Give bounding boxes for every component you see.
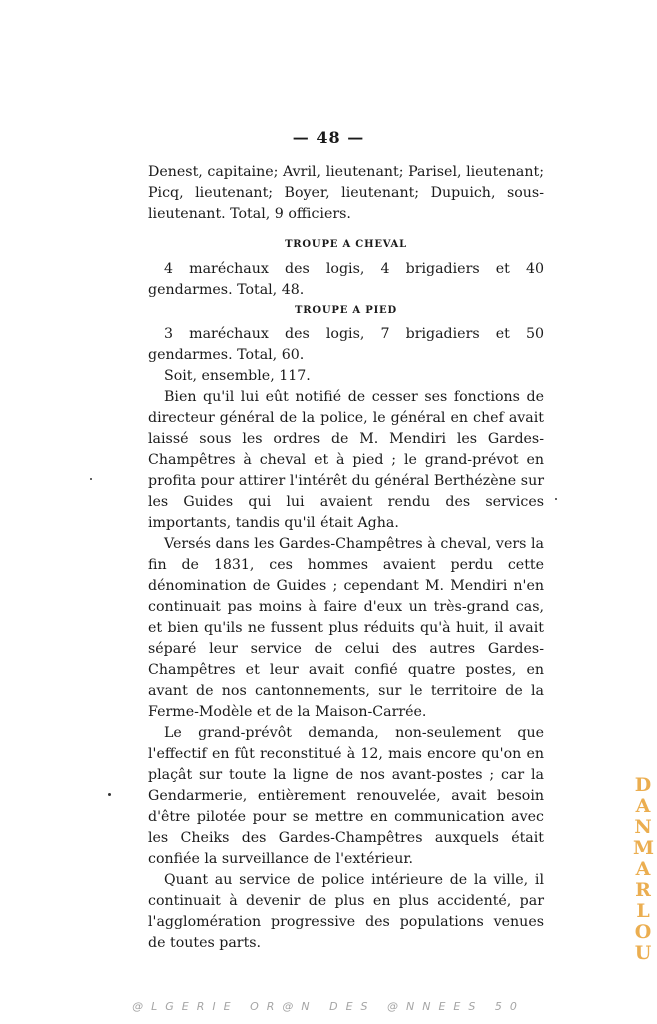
cheval-text: 4 maréchaux des logis, 4 brigadiers et 40 gendarmes. Total, 48.: [148, 261, 544, 298]
paragraph-2: Versés dans les Gardes-Champêtres à cheval, vers la fin de 1831, ces hommes avaient perdu cette dénomination de Guides ; cependant M. Mendiri n'en continuait pas moins à faire d'eux un très-grand cas, et bien qu'ils ne fussent plus réduits qu'à huit, il avait séparé leur service de celui des autres Gardes-Champêtres et leur avait confié quatre postes, en avant de nos cantonnements, sur le territoire de la Ferme-Modèle et de la Maison-Carrée.: [148, 536, 544, 720]
pied-summary: Soit, ensemble, 117.: [164, 368, 311, 384]
opening-paragraph: Denest, capitaine; Avril, lieutenant; Parisel, lieutenant; Picq, lieutenant; Boyer, lieutenant; Dupuich, sous-lieutenant. Total, 9 officiers.: [148, 164, 544, 222]
pied-block: [148, 324, 544, 954]
scan-speck: [555, 498, 557, 500]
opening-paragraph-block: [148, 162, 544, 225]
paragraph-3: Le grand-prévôt demanda, non-seulement que l'effectif en fût reconstitué à 12, mais encore qu'on en plaçât sur toute la ligne de nos avant-postes ; car la Gendarmerie, entièrement renouvelée, avait besoin d'être pilotée pour se mettre en communication avec les Cheiks des Gardes-Champêtres auxquels était confiée la surveillance de l'extérieur.: [148, 725, 544, 867]
scan-speck: [108, 793, 111, 796]
page-number: — 48 —: [292, 128, 365, 147]
paragraph-4: Quant au service de police intérieure de la ville, il continuait à devenir de plus en plus accidenté, par l'agglomération progressive des populations venues de toutes parts.: [148, 872, 544, 951]
section-heading-pied: TROUPE A PIED: [295, 305, 397, 316]
section-heading-cheval: TROUPE A CHEVAL: [285, 239, 407, 250]
scan-speck: [90, 478, 92, 480]
bottom-watermark: @LGERIE OR@N DES @NNEES 50: [132, 1000, 525, 1013]
pied-text: 3 maréchaux des logis, 7 brigadiers et 50 gendarmes. Total, 60.: [148, 326, 544, 363]
side-watermark: DANMARLOU: [633, 774, 655, 964]
cheval-block: [148, 259, 544, 301]
paragraph-1: Bien qu'il lui eût notifié de cesser ses fonctions de directeur général de la police, le général en chef avait laissé sous les ordres de M. Mendiri les Gardes-Champêtres à cheval et à pied ; le grand-prévot en profita pour attirer l'intérêt du général Berthézène sur les Guides qui lui avaient rendu des services importants, tandis qu'il était Agha.: [148, 389, 544, 531]
